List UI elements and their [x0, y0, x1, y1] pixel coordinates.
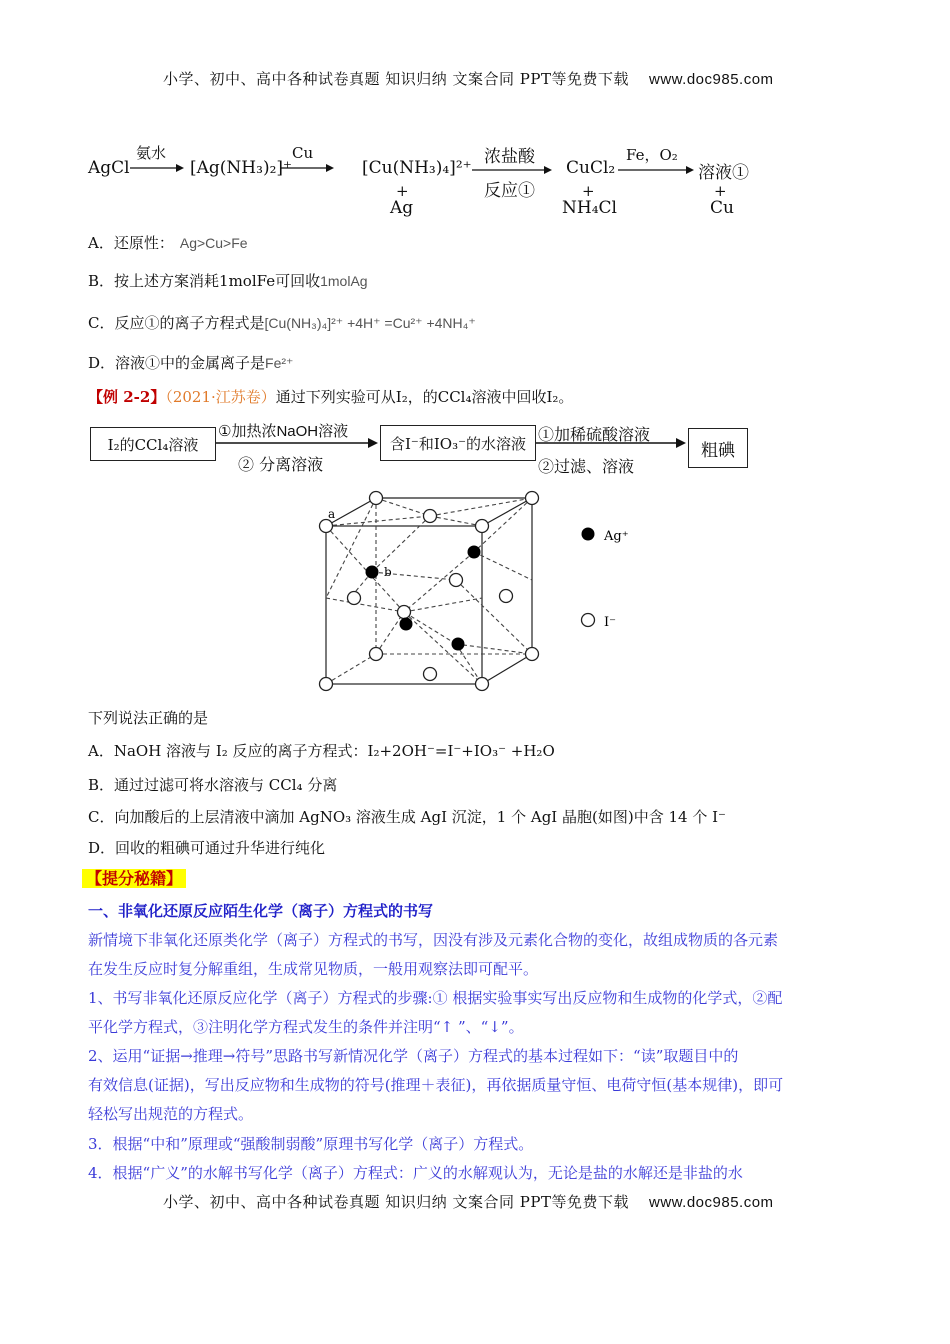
- tips-paragraph-line: 2、运用“证据→推理→符号”思路书写新情况化学（离子）方程式的基本过程如下：“读”取题目中的: [88, 1047, 739, 1065]
- option-text: NaOH 溶液与 I₂ 反应的离子方程式：I₂+2OH⁻=I⁻+IO₃⁻ +H₂O: [113, 742, 555, 760]
- option-d[interactable]: [88, 352, 293, 373]
- plus-sign: +: [396, 182, 409, 200]
- option-text: 通过过滤可将水溶液与 CCl₄ 分离: [114, 776, 338, 794]
- tips-paragraph-line: 轻松写出规范的方程式。: [88, 1105, 254, 1123]
- q2-option-a[interactable]: [88, 740, 555, 761]
- page-header: [163, 68, 774, 89]
- legend-i-label: I⁻: [604, 615, 616, 630]
- option-a[interactable]: [88, 232, 248, 253]
- tips-paragraph-line: 4．根据“广义”的水解书写化学（离子）方程式：广义的水解观认为，无论是盐的水解还是非盐的水: [88, 1164, 743, 1182]
- legend-ag-marker: [582, 528, 595, 541]
- tips-paragraph-line: 1、书写非氧化还原反应化学（离子）方程式的步骤:① 根据实验事实写出反应物和生成物的化学式，②配: [88, 989, 783, 1007]
- ag-product: Ag: [390, 198, 414, 218]
- arrow3-bottom-label: 反应①: [484, 181, 535, 201]
- tips-paragraph-line: 平化学方程式，③注明化学方程式发生的条件并注明“↑ ”、“↓”。: [88, 1018, 524, 1036]
- agi-unit-cell-diagram: [300, 484, 670, 694]
- arrow1-label: 氨水: [136, 144, 167, 162]
- section-title: 一、非氧化还原反应陌生化学（离子）方程式的书写: [88, 902, 434, 920]
- option-letter: B．: [88, 776, 115, 794]
- question-stem: 下列说法正确的是: [88, 709, 209, 727]
- tips-paragraph-line: 新情境下非氧化还原类化学（离子）方程式的书写，因没有涉及元素化合物的变化，故组成物质的各元素: [88, 931, 779, 949]
- option-letter: D．: [88, 839, 116, 857]
- cucl2: CuCl₂: [566, 158, 616, 178]
- page-footer: [163, 1191, 774, 1212]
- q2-option-b[interactable]: [88, 774, 337, 795]
- option-b[interactable]: [88, 270, 368, 291]
- option-letter: A．: [88, 234, 114, 252]
- option-text: 回收的粗碘可通过升华进行纯化: [115, 839, 326, 857]
- label-b: b: [384, 565, 392, 579]
- header-text: 小学、初中、高中各种试卷真题 知识归纳 文案合同 PPT等免费下载: [163, 70, 629, 88]
- tips-banner: [82, 866, 186, 889]
- arrow3-top-label: 浓盐酸: [484, 147, 535, 167]
- complex2: [Cu(NH₃)₄]²⁺: [362, 158, 472, 178]
- flow-box-start: I₂的CCl₄溶液: [90, 427, 216, 461]
- arrow-icon: [278, 160, 336, 174]
- footer-text: 小学、初中、高中各种试卷真题 知识归纳 文案合同 PPT等免费下载: [163, 1193, 629, 1211]
- tips-paragraph-line: 3．根据“中和”原理或“强酸制弱酸”原理书写化学（离子）方程式。: [88, 1135, 534, 1153]
- example-label: 【例 2-2】: [88, 388, 166, 406]
- option-letter: D．: [88, 354, 116, 372]
- cu-product: Cu: [710, 198, 734, 218]
- arrow-icon: [470, 162, 554, 176]
- arrow-icon: [616, 162, 696, 176]
- plus-sign: +: [582, 182, 595, 200]
- option-letter: B．: [88, 272, 115, 290]
- arrow4-label: Fe，O₂: [626, 146, 678, 164]
- tips-paragraph-line: 有效信息(证据)，写出反应物和生成物的符号(推理＋表征)，再依据质量守恒、电荷守恒(基本规律)，即可: [88, 1076, 784, 1094]
- arrow-icon: [214, 436, 380, 450]
- option-formula: [Cu(NH₃)₄]²⁺ +4H⁺ =Cu²⁺ +4NH₄⁺: [264, 315, 476, 331]
- option-formula: 1molAg: [320, 273, 368, 289]
- footer-url[interactable]: www.doc985.com: [649, 1194, 774, 1211]
- flow-box-middle: 含I⁻和IO₃⁻的水溶液: [380, 425, 536, 461]
- legend-ag-label: Ag⁺: [604, 529, 629, 544]
- flow-step2-bottom: ②过滤、溶液: [538, 457, 635, 476]
- arrow2-label: Cu: [292, 144, 314, 162]
- header-url[interactable]: www.doc985.com: [649, 71, 774, 88]
- option-formula: Ag>Cu>Fe: [179, 235, 248, 251]
- label-a: a: [328, 507, 336, 521]
- agcl-label: AgCl: [88, 158, 130, 178]
- option-text: 还原性：: [113, 234, 174, 252]
- option-text: 反应①的离子方程式是: [114, 314, 265, 332]
- complex1: [Ag(NH₃)₂]⁺: [190, 158, 292, 178]
- arrow-icon: [128, 160, 186, 174]
- option-formula: Fe²⁺: [265, 355, 294, 371]
- flow-step1-top: ①加热浓NaOH溶液: [218, 423, 349, 440]
- flow-box-end: 粗碘: [688, 428, 748, 468]
- nh4cl-product: NH₄Cl: [562, 198, 617, 218]
- q2-option-d[interactable]: [88, 837, 325, 858]
- flow-step2-top: ①加稀硫酸溶液: [538, 425, 651, 444]
- example-heading: [88, 386, 573, 407]
- flow-step1-bottom: ② 分离溶液: [238, 455, 324, 474]
- tips-paragraph-line: 在发生反应时复分解重组，生成常见物质，一般用观察法即可配平。: [88, 960, 539, 978]
- example-source: （2021·江苏卷）: [165, 388, 276, 406]
- plus-sign: +: [714, 182, 727, 200]
- option-letter: A．: [88, 742, 114, 760]
- option-text: 向加酸后的上层清液中滴加 AgNO₃ 溶液生成 AgI 沉淀，1 个 AgI 晶胞(如图)中含 14 个 I⁻: [114, 808, 726, 826]
- tips-banner-text: 【提分秘籍】: [82, 869, 186, 888]
- solution1: 溶液①: [698, 163, 749, 183]
- q2-option-c[interactable]: [88, 806, 726, 827]
- option-text: 溶液①中的金属离子是: [115, 354, 266, 372]
- example-text: 通过下列实验可从I₂，的CCl₄溶液中回收I₂。: [275, 388, 574, 406]
- legend-i-marker: [582, 614, 595, 627]
- arrow-icon: [534, 436, 688, 450]
- option-letter: C．: [88, 314, 115, 332]
- option-letter: C．: [88, 808, 115, 826]
- option-c[interactable]: [88, 312, 476, 333]
- option-text: 按上述方案消耗1molFe可回收: [114, 272, 321, 290]
